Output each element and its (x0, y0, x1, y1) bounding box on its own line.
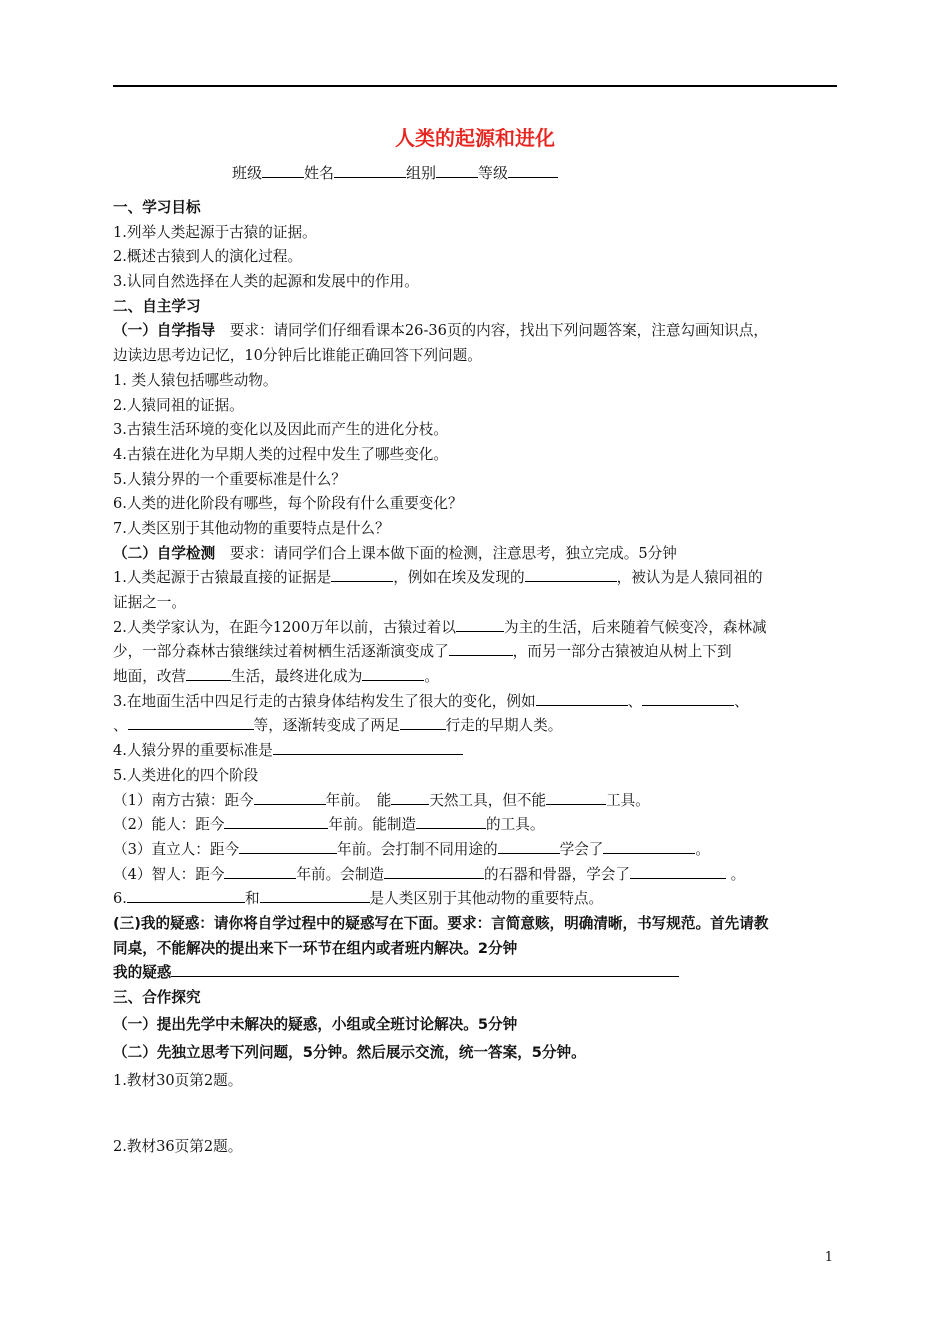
grade-blank[interactable] (508, 163, 558, 178)
q3-text: 等，逐渐转变成了两足 (253, 717, 400, 735)
q1-text: 1.人类起源于古猿最直接的证据是 (113, 569, 332, 587)
goal-item: 3.认同自然选择在人类的起源和发展中的作用。 (113, 273, 419, 291)
document-body (113, 196, 839, 1159)
name-label: 姓名 (304, 164, 335, 182)
q1-blank-1[interactable] (331, 566, 393, 582)
guide-item: 5.人猿分界的一个重要标准是什么？ (113, 470, 346, 488)
q3-blank-3[interactable] (128, 714, 254, 730)
check-requirement: 要求：请同学们合上课本做下面的检测，注意思考，独立完成。5分钟 (215, 544, 677, 562)
stage-text: 年前。能制造 (328, 816, 417, 834)
group-label: 组别 (406, 164, 437, 182)
stage-text: 年前。会制造 (296, 865, 385, 883)
section-heading-goals: 一、学习目标 (113, 199, 201, 216)
q3-text: 、 (627, 692, 643, 710)
q2-text: 地面，改营 (113, 668, 186, 686)
stage-1-blank-1[interactable] (254, 789, 326, 805)
doubt-line-1: (三)我的疑惑：请你将自学过程中的疑惑写在下面。要求：言简意赅，明确清晰，书写规范。首先请教 (113, 914, 769, 932)
stage-text: （2）能人：距今 (113, 816, 225, 834)
stage-3 (113, 838, 839, 863)
q6-text: 6. (113, 890, 127, 908)
q2-blank-2[interactable] (449, 640, 513, 656)
q2-text: 生活，最终进化成为 (230, 668, 363, 686)
guide-item: 2.人猿同祖的证据。 (113, 396, 244, 414)
stage-text: 年前。 能 (325, 791, 392, 809)
cooperation-part-1: （一）提出先学中未解决的疑惑，小组或全班讨论解决。5分钟 (113, 1015, 518, 1033)
stage-text: 年前。会打制不同用途的 (337, 840, 498, 858)
q2-text: ，而另一部分古猿被迫从树上下到 (512, 643, 732, 661)
stage-1-blank-2[interactable] (391, 789, 429, 805)
stage-text: 的工具。 (486, 816, 545, 834)
guide-line-2: 边读边思考边记忆，10分钟后比谁能正确回答下列问题。 (113, 347, 482, 365)
guide-item: 3.古猿生活环境的变化以及因此而产生的进化分枝。 (113, 421, 448, 439)
stage-text: 学会了 (559, 840, 604, 858)
q6-text: 和 (244, 890, 260, 908)
stage-text: （3）直立人：距今 (113, 840, 240, 858)
stage-4 (113, 863, 839, 888)
stage-4-blank-2[interactable] (384, 863, 484, 879)
stage-3-blank-2[interactable] (498, 838, 560, 854)
stage-text: （1）南方古猿：距今 (113, 791, 254, 809)
q2-blank-1[interactable] (456, 616, 504, 632)
question-4 (113, 739, 839, 764)
answer-space[interactable] (113, 1095, 839, 1135)
group-blank[interactable] (436, 163, 478, 178)
q3-blank-2[interactable] (642, 690, 734, 706)
stage-text: 工具。 (606, 791, 650, 809)
question-5: 5.人类进化的四个阶段 (113, 766, 259, 784)
cooperation-question-1: 1.教材30页第2题。 (113, 1071, 243, 1089)
stage-1-blank-3[interactable] (546, 789, 606, 805)
section-heading-self-study: 二、自主学习 (113, 297, 201, 315)
guide-item: 7.人类区别于其他动物的重要特点是什么？ (113, 519, 390, 537)
name-blank[interactable] (334, 163, 406, 178)
stage-3-blank-1[interactable] (239, 838, 337, 854)
stage-text: 的石器和骨器，学会了 (484, 865, 630, 883)
stage-2 (113, 813, 839, 838)
q1-text: ，被认为是人猿同祖的 (616, 569, 763, 587)
stage-text: 。 (725, 865, 746, 883)
doubt-line-3 (113, 961, 839, 986)
q3-text: 行走的早期人类。 (445, 717, 563, 735)
q4-blank[interactable] (273, 739, 463, 755)
q2-text: 2.人类学家认为，在距今1200万年以前，古猿过着以 (113, 618, 456, 636)
question-3-line-1 (113, 690, 839, 715)
section-heading-cooperation: 三、合作探究 (113, 989, 201, 1006)
q2-blank-4[interactable] (362, 665, 424, 681)
question-2-line-3 (113, 665, 839, 690)
q4-text: 4.人猿分界的重要标准是 (113, 742, 273, 760)
guide-item: 4.古猿在进化为早期人类的过程中发生了哪些变化。 (113, 445, 448, 463)
guide-item: 6.人类的进化阶段有哪些，每个阶段有什么重要变化？ (113, 495, 463, 513)
stage-4-blank-3[interactable] (630, 863, 726, 879)
guide-item: 1. 类人猿包括哪些动物。 (113, 371, 278, 389)
stage-3-blank-3[interactable] (603, 838, 695, 854)
q3-blank-4[interactable] (400, 714, 446, 730)
stage-1 (113, 789, 839, 814)
q3-text: 3.在地面生活中四足行走的古猿身体结构发生了很大的变化，例如 (113, 692, 536, 710)
check-label: （二）自学检测 (113, 544, 216, 562)
q3-text: 、 (113, 717, 128, 735)
grade-label: 等级 (478, 164, 509, 182)
question-3-line-2 (113, 714, 839, 739)
q2-blank-3[interactable] (186, 665, 231, 681)
q2-text: 少，一部分森林古猿继续过着树栖生活逐渐演变成了 (113, 643, 449, 661)
stage-2-blank-1[interactable] (224, 813, 328, 829)
question-6 (113, 887, 839, 912)
cooperation-part-2: （二）先独立思考下列问题，5分钟。然后展示交流，统一答案，5分钟。 (113, 1043, 586, 1061)
goal-item: 2.概述古猿到人的演化过程。 (113, 248, 303, 266)
q1-text: ，例如在埃及发现的 (393, 569, 525, 587)
check-heading (113, 542, 839, 567)
stage-2-blank-2[interactable] (416, 813, 486, 829)
guide-requirement: 要求：请同学们仔细看课本26-36页的内容，找出下列问题答案，注意勾画知识点， (215, 322, 769, 340)
question-2-line-1 (113, 616, 839, 641)
document-title: 人类的起源和进化 (395, 126, 555, 150)
q1-blank-2[interactable] (525, 566, 617, 582)
page-number: 1 (824, 1250, 833, 1265)
guide-line-1 (113, 319, 839, 344)
stage-text: 。 (695, 840, 710, 858)
goal-item: 1.列举人类起源于古猿的证据。 (113, 223, 317, 241)
q3-blank-1[interactable] (536, 690, 628, 706)
stage-text: （4）智人：距今 (113, 865, 225, 883)
q2-text: 为主的生活，后来随着气候变冷，森林减 (503, 618, 767, 636)
class-label: 班级 (232, 164, 263, 182)
doubt-line-2: 同桌，不能解决的提出来下一环节在组内或者班内解决。2分钟 (113, 939, 518, 957)
question-1-line-1 (113, 566, 839, 591)
cooperation-question-2: 2.教材36页第2题。 (113, 1137, 243, 1155)
header-rule (113, 85, 837, 87)
student-info-line (232, 162, 558, 183)
q2-text: 。 (424, 668, 439, 686)
q6-text: 是人类区别于其他动物的重要特点。 (369, 890, 604, 908)
guide-label: （一）自学指导 (113, 322, 216, 340)
stage-text: 天然工具，但不能 (429, 791, 547, 809)
stage-4-blank-1[interactable] (224, 863, 296, 879)
q6-blank-1[interactable] (127, 887, 245, 903)
q3-text: 、 (734, 692, 749, 710)
question-2-line-2 (113, 640, 839, 665)
q6-blank-2[interactable] (260, 887, 370, 903)
question-1-line-2: 证据之一。 (113, 594, 186, 611)
my-doubt-label: 我的疑惑 (113, 964, 172, 982)
my-doubt-blank[interactable] (171, 961, 679, 977)
class-blank[interactable] (262, 163, 304, 178)
